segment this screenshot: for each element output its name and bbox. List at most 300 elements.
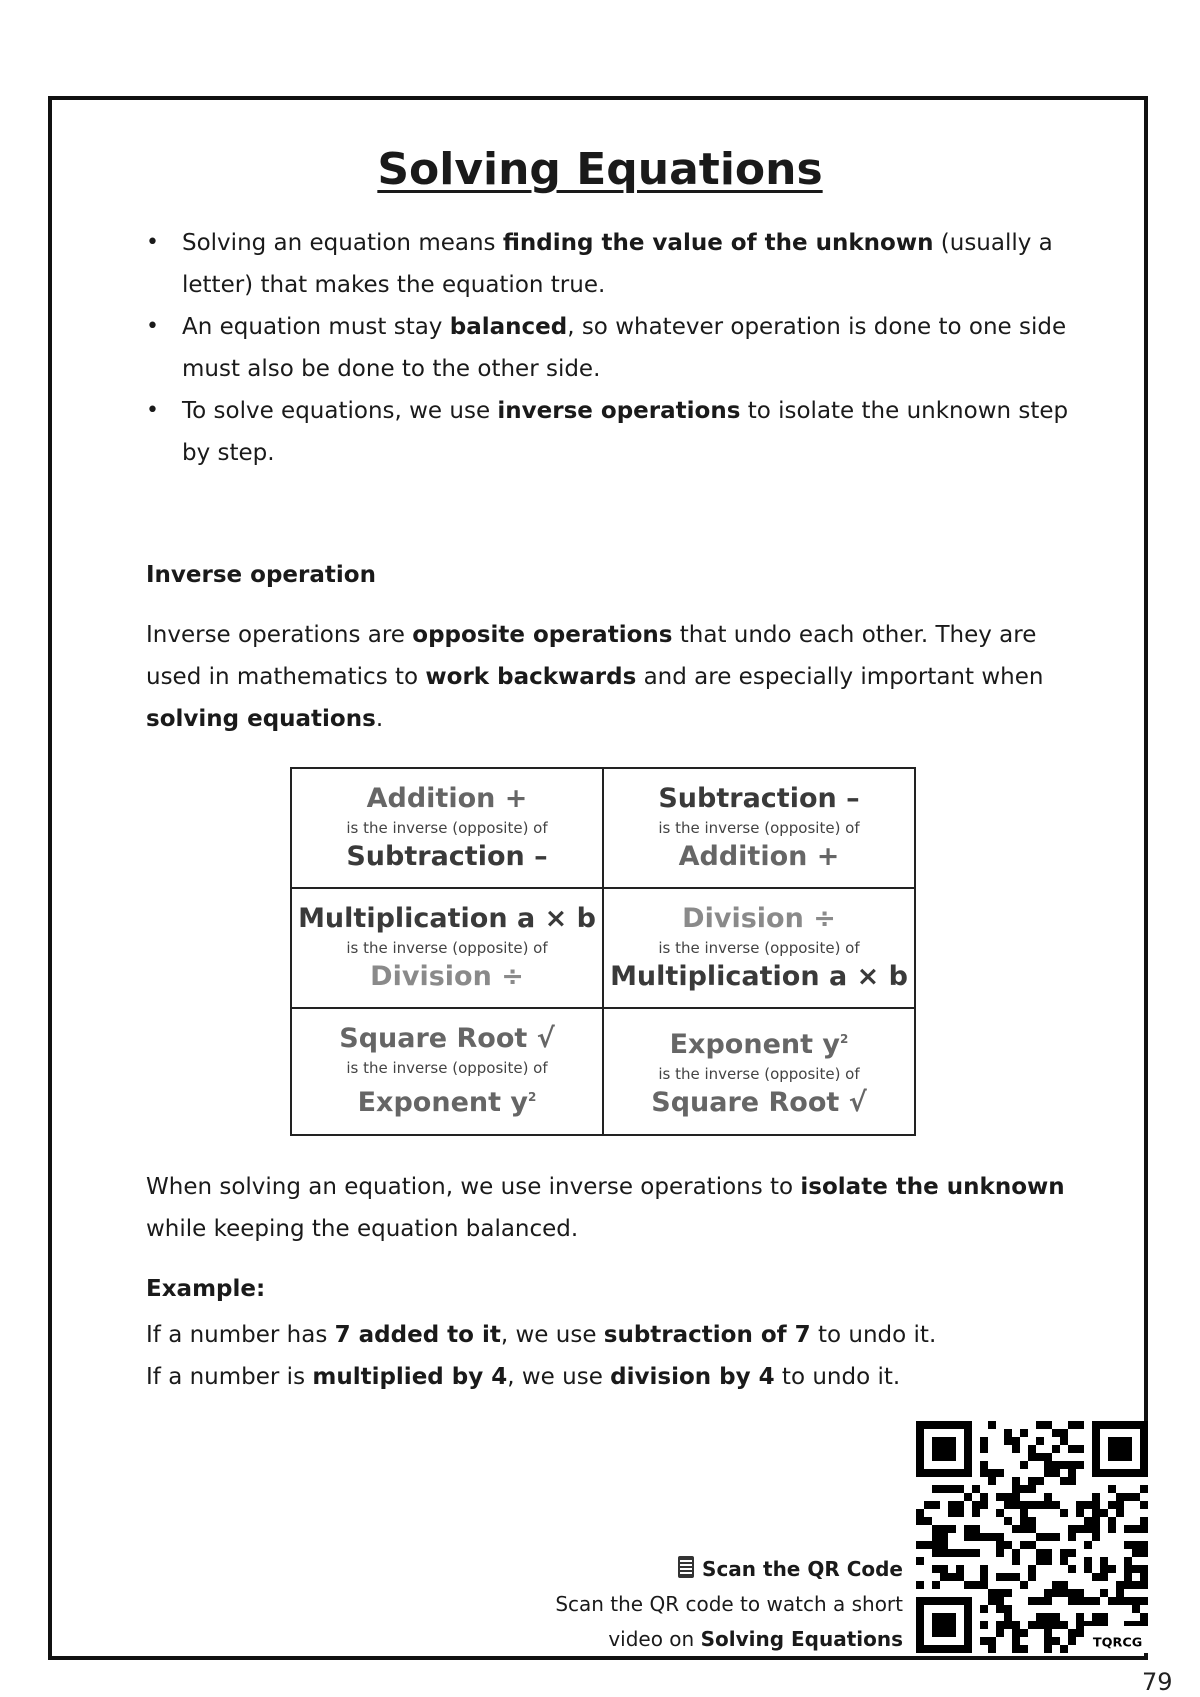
qr-module xyxy=(956,1485,964,1493)
qr-module xyxy=(1092,1525,1100,1533)
qr-module xyxy=(1052,1429,1060,1437)
qr-module xyxy=(916,1517,924,1525)
qr-module xyxy=(996,1621,1004,1629)
qr-module xyxy=(1004,1573,1012,1581)
inverse-label: is the inverse (opposite) of xyxy=(346,938,548,957)
qr-module xyxy=(1004,1541,1012,1549)
qr-module xyxy=(1044,1453,1052,1461)
qr-module xyxy=(1044,1645,1052,1653)
qr-module xyxy=(1004,1501,1012,1509)
qr-module xyxy=(1020,1509,1028,1517)
qr-module xyxy=(916,1541,924,1549)
qr-module xyxy=(1012,1445,1020,1453)
qr-module xyxy=(1044,1421,1052,1429)
qr-module xyxy=(924,1541,932,1549)
qr-module xyxy=(1020,1541,1028,1549)
qr-module xyxy=(1068,1469,1076,1477)
qr-module xyxy=(1036,1597,1044,1605)
qr-module xyxy=(1060,1429,1068,1437)
qr-module xyxy=(1036,1621,1044,1629)
qr-module xyxy=(1036,1557,1044,1565)
qr-module xyxy=(1052,1533,1060,1541)
qr-module xyxy=(980,1581,988,1589)
qr-module xyxy=(1020,1429,1028,1437)
qr-title: Scan the QR Code xyxy=(555,1552,903,1587)
qr-module xyxy=(980,1445,988,1453)
qr-module xyxy=(996,1597,1004,1605)
qr-module xyxy=(1052,1613,1060,1621)
page-title: Solving Equations xyxy=(377,144,823,195)
qr-module xyxy=(972,1549,980,1557)
operation-name: Addition + xyxy=(366,782,528,814)
qr-module xyxy=(1060,1557,1068,1565)
qr-module xyxy=(932,1485,940,1493)
qr-module xyxy=(980,1637,988,1645)
qr-module xyxy=(1076,1525,1084,1533)
qr-module xyxy=(1100,1509,1108,1517)
qr-module xyxy=(948,1525,956,1533)
qr-module xyxy=(1092,1533,1100,1541)
qr-module xyxy=(940,1565,948,1573)
qr-module xyxy=(996,1605,1004,1613)
qr-module xyxy=(1012,1549,1020,1557)
qr-module xyxy=(1076,1597,1084,1605)
qr-module xyxy=(1052,1501,1060,1509)
qr-module xyxy=(1124,1573,1132,1581)
qr-module xyxy=(1140,1549,1148,1557)
qr-module xyxy=(940,1525,948,1533)
qr-module xyxy=(948,1485,956,1493)
qr-module xyxy=(1044,1637,1052,1645)
qr-module xyxy=(1052,1581,1060,1589)
qr-module xyxy=(1028,1597,1036,1605)
qr-text: Scan the QR code to watch a short xyxy=(555,1592,903,1616)
qr-module xyxy=(1124,1493,1132,1501)
qr-module xyxy=(996,1493,1004,1501)
qr-module xyxy=(1084,1557,1092,1565)
qr-module xyxy=(1124,1597,1132,1605)
qr-module xyxy=(1116,1597,1124,1605)
qr-module xyxy=(1092,1493,1100,1501)
qr-module xyxy=(1100,1565,1108,1573)
qr-module xyxy=(1140,1581,1148,1589)
operation-name: Exponent $y^2$ xyxy=(357,1087,537,1119)
qr-module xyxy=(1028,1573,1036,1581)
qr-module xyxy=(1068,1549,1076,1557)
qr-module xyxy=(1028,1621,1036,1629)
qr-module xyxy=(1044,1589,1052,1597)
qr-module xyxy=(956,1509,964,1517)
qr-module xyxy=(996,1629,1004,1637)
qr-module xyxy=(964,1493,972,1501)
qr-module xyxy=(972,1533,980,1541)
operation-name: Square Root √ xyxy=(651,1087,867,1119)
qr-module xyxy=(1132,1605,1140,1613)
qr-module xyxy=(1108,1565,1116,1573)
qr-module xyxy=(996,1509,1004,1517)
qr-module xyxy=(1036,1477,1044,1485)
qr-module xyxy=(1028,1445,1036,1453)
qr-module xyxy=(1028,1525,1036,1533)
qr-module xyxy=(956,1549,964,1557)
operation-name: Division ÷ xyxy=(682,902,836,934)
bullet-item: • Solving an equation means finding the value of the unknown (usually a letter) that makes the equation true. xyxy=(146,222,1076,306)
qr-module xyxy=(1116,1493,1124,1501)
qr-module xyxy=(980,1573,988,1581)
qr-module xyxy=(1084,1541,1092,1549)
inverse-label: is the inverse (opposite) of xyxy=(346,1059,548,1078)
table-cell xyxy=(291,1008,603,1135)
qr-module xyxy=(1004,1605,1012,1613)
bullet-item: • An equation must stay balanced, so whatever operation is done to one side must also be done to the other side. xyxy=(146,306,1076,390)
qr-module xyxy=(1036,1437,1044,1445)
example-line: If a number is multiplied by 4, we use division by 4 to undo it. xyxy=(146,1364,901,1390)
qr-module xyxy=(1116,1581,1124,1589)
qr-module xyxy=(1092,1517,1100,1525)
qr-module xyxy=(948,1573,956,1581)
qr-module xyxy=(1132,1549,1140,1557)
qr-module xyxy=(964,1581,972,1589)
qr-module xyxy=(1092,1597,1100,1605)
qr-module xyxy=(1044,1597,1052,1605)
qr-module xyxy=(1004,1517,1012,1525)
qr-module xyxy=(1132,1493,1140,1501)
qr-module xyxy=(1020,1461,1028,1469)
inverse-operation-heading: Inverse operation xyxy=(146,562,376,588)
qr-module xyxy=(940,1533,948,1541)
qr-module xyxy=(1132,1525,1140,1533)
qr-module xyxy=(1140,1517,1148,1525)
qr-module xyxy=(932,1565,940,1573)
qr-module xyxy=(1044,1493,1052,1501)
qr-module xyxy=(1044,1501,1052,1509)
qr-module xyxy=(988,1421,996,1429)
qr-module xyxy=(932,1533,940,1541)
qr-module xyxy=(1020,1517,1028,1525)
qr-module xyxy=(916,1509,924,1517)
inverse-label: is the inverse (opposite) of xyxy=(346,818,548,837)
qr-module xyxy=(1116,1589,1124,1597)
qr-module xyxy=(1052,1637,1060,1645)
qr-module xyxy=(1028,1453,1036,1461)
qr-module xyxy=(1020,1501,1028,1509)
qr-module xyxy=(972,1501,980,1509)
qr-module xyxy=(1044,1613,1052,1621)
qr-module xyxy=(996,1589,1004,1597)
qr-module xyxy=(1012,1501,1020,1509)
qr-module xyxy=(1036,1533,1044,1541)
qr-module xyxy=(1044,1533,1052,1541)
qr-module xyxy=(1068,1477,1076,1485)
isolate-paragraph: When solving an equation, we use inverse operations to isolate the unknown while keeping the equation balanced. xyxy=(146,1174,1065,1242)
inverse-label: is the inverse (opposite) of xyxy=(658,938,860,957)
qr-module xyxy=(1020,1645,1028,1653)
operation-name: Addition + xyxy=(678,840,840,872)
qr-module xyxy=(1116,1501,1124,1509)
qr-module xyxy=(1036,1453,1044,1461)
qr-module xyxy=(1060,1461,1068,1469)
qr-module xyxy=(1124,1565,1132,1573)
qr-module xyxy=(1044,1629,1052,1637)
qr-module xyxy=(1100,1613,1108,1621)
qr-module xyxy=(988,1533,996,1541)
qr-module xyxy=(1084,1597,1092,1605)
qr-module xyxy=(1060,1549,1068,1557)
qr-module xyxy=(1092,1613,1100,1621)
inverse-label: is the inverse (opposite) of xyxy=(658,1065,860,1084)
qr-module xyxy=(1084,1525,1092,1533)
table-cell xyxy=(603,888,915,1008)
qr-module xyxy=(996,1549,1004,1557)
qr-module xyxy=(1060,1621,1068,1629)
qr-module xyxy=(1012,1621,1020,1629)
qr-module xyxy=(916,1581,924,1589)
qr-module xyxy=(1036,1421,1044,1429)
qr-module xyxy=(988,1589,996,1597)
qr-module xyxy=(1012,1573,1020,1581)
qr-module xyxy=(1124,1525,1132,1533)
qr-module xyxy=(996,1573,1004,1581)
page-number: 79 xyxy=(1142,1668,1173,1696)
qr-module xyxy=(1060,1509,1068,1517)
qr-module xyxy=(1044,1549,1052,1557)
qr-module xyxy=(916,1557,924,1565)
qr-module xyxy=(1068,1629,1076,1637)
qr-module xyxy=(940,1549,948,1557)
qr-module xyxy=(972,1525,980,1533)
qr-module xyxy=(1084,1501,1092,1509)
qr-module xyxy=(1140,1565,1148,1573)
qr-module xyxy=(1092,1501,1100,1509)
qr-module xyxy=(1124,1541,1132,1549)
qr-module xyxy=(948,1509,956,1517)
qr-module xyxy=(1036,1613,1044,1621)
operation-name: Square Root √ xyxy=(339,1023,555,1055)
phone-icon xyxy=(678,1556,694,1578)
qr-module xyxy=(932,1501,940,1509)
qr-module xyxy=(1012,1645,1020,1653)
qr-module xyxy=(1044,1557,1052,1565)
qr-module xyxy=(1052,1589,1060,1597)
qr-module xyxy=(988,1477,996,1485)
qr-module xyxy=(1108,1597,1116,1605)
qr-module xyxy=(1060,1581,1068,1589)
qr-module xyxy=(1060,1477,1068,1485)
qr-module xyxy=(948,1549,956,1557)
qr-module xyxy=(1020,1525,1028,1533)
qr-module xyxy=(964,1533,972,1541)
qr-module xyxy=(1100,1557,1108,1565)
qr-caption xyxy=(555,1552,903,1657)
qr-module xyxy=(1012,1437,1020,1445)
qr-module xyxy=(980,1605,988,1613)
qr-module xyxy=(988,1469,996,1477)
qr-module xyxy=(1004,1437,1012,1445)
qr-module xyxy=(1116,1509,1124,1517)
qr-module xyxy=(1132,1541,1140,1549)
qr-module xyxy=(1140,1573,1148,1581)
qr-module xyxy=(1108,1525,1116,1533)
qr-module xyxy=(1036,1549,1044,1557)
qr-module xyxy=(1012,1525,1020,1533)
qr-module xyxy=(1068,1589,1076,1597)
qr-module xyxy=(956,1501,964,1509)
qr-module xyxy=(940,1573,948,1581)
qr-module xyxy=(1028,1477,1036,1485)
exponent-superscript: 2 xyxy=(840,1032,849,1047)
qr-module xyxy=(1140,1501,1148,1509)
qr-module xyxy=(940,1485,948,1493)
qr-module xyxy=(1076,1509,1084,1517)
table-cell xyxy=(291,888,603,1008)
qr-module xyxy=(956,1565,964,1573)
qr-module xyxy=(1076,1461,1084,1469)
operation-name: Multiplication a × b xyxy=(298,902,596,934)
qr-module xyxy=(972,1509,980,1517)
qr-module xyxy=(1004,1621,1012,1629)
qr-module xyxy=(996,1469,1004,1477)
qr-module xyxy=(1076,1621,1084,1629)
qr-module xyxy=(1092,1509,1100,1517)
qr-module xyxy=(1012,1493,1020,1501)
qr-module xyxy=(1140,1597,1148,1605)
qr-module xyxy=(1044,1621,1052,1629)
qr-brand-label: TQRCG xyxy=(1092,1635,1143,1651)
qr-module xyxy=(1124,1557,1132,1565)
qr-module xyxy=(972,1485,980,1493)
qr-module xyxy=(988,1637,996,1645)
qr-module xyxy=(1044,1461,1052,1469)
qr-module xyxy=(1052,1461,1060,1469)
qr-module xyxy=(1028,1541,1036,1549)
qr-module xyxy=(1004,1613,1012,1621)
qr-module xyxy=(940,1541,948,1549)
qr-module xyxy=(1108,1517,1116,1525)
qr-text: video on Solving Equations xyxy=(608,1627,903,1651)
qr-module xyxy=(932,1541,940,1549)
qr-module xyxy=(980,1437,988,1445)
qr-module xyxy=(1028,1517,1036,1525)
qr-module xyxy=(1068,1533,1076,1541)
qr-module xyxy=(1068,1461,1076,1469)
qr-module xyxy=(1020,1629,1028,1637)
qr-module xyxy=(1108,1501,1116,1509)
qr-module xyxy=(956,1573,964,1581)
qr-module xyxy=(980,1565,988,1573)
qr-module xyxy=(1076,1629,1084,1637)
qr-module xyxy=(1068,1445,1076,1453)
qr-module xyxy=(1092,1573,1100,1581)
qr-module xyxy=(932,1581,940,1589)
qr-module xyxy=(1020,1581,1028,1589)
qr-module xyxy=(1076,1589,1084,1597)
qr-module xyxy=(1068,1565,1076,1573)
operation-name: Subtraction – xyxy=(346,840,548,872)
qr-module xyxy=(1028,1485,1036,1493)
qr-module xyxy=(1012,1557,1020,1565)
qr-module xyxy=(1060,1645,1068,1653)
bullet-item: • To solve equations, we use inverse operations to isolate the unknown step by step. xyxy=(146,390,1076,474)
qr-module xyxy=(1012,1485,1020,1493)
operation-name: Multiplication a × b xyxy=(610,960,908,992)
table-cell xyxy=(291,768,603,888)
qr-module xyxy=(932,1525,940,1533)
qr-module xyxy=(1004,1589,1012,1597)
qr-module xyxy=(988,1645,996,1653)
qr-module xyxy=(980,1493,988,1501)
qr-module xyxy=(1052,1621,1060,1629)
qr-module xyxy=(1028,1501,1036,1509)
qr-module xyxy=(1124,1581,1132,1589)
qr-module xyxy=(972,1581,980,1589)
qr-module xyxy=(1068,1597,1076,1605)
inverse-operation-paragraph: Inverse operations are opposite operations that undo each other. They are used in mathematics to work backwards and are especially important when solving equations. xyxy=(146,622,1044,732)
inverse-operations-table xyxy=(290,767,916,1136)
qr-module xyxy=(1004,1429,1012,1437)
inverse-label: is the inverse (opposite) of xyxy=(658,818,860,837)
operation-name: Subtraction – xyxy=(658,782,860,814)
qr-module xyxy=(980,1461,988,1469)
qr-module xyxy=(1108,1485,1116,1493)
qr-module xyxy=(1100,1573,1108,1581)
qr-module xyxy=(1052,1445,1060,1453)
qr-module xyxy=(1012,1637,1020,1645)
qr-module xyxy=(980,1533,988,1541)
example-heading: Example: xyxy=(146,1276,266,1302)
qr-module xyxy=(1076,1421,1084,1429)
qr-module xyxy=(1068,1637,1076,1645)
qr-module xyxy=(1132,1565,1140,1573)
qr-module xyxy=(1036,1501,1044,1509)
table-cell xyxy=(603,1008,915,1135)
qr-module xyxy=(996,1533,1004,1541)
qr-module xyxy=(1076,1501,1084,1509)
qr-module xyxy=(1044,1469,1052,1477)
qr-module xyxy=(1068,1525,1076,1533)
qr-module xyxy=(1060,1589,1068,1597)
qr-module xyxy=(1028,1565,1036,1573)
qr-module xyxy=(924,1517,932,1525)
qr-module xyxy=(1076,1445,1084,1453)
exponent-superscript: 2 xyxy=(528,1090,537,1105)
qr-module xyxy=(1076,1613,1084,1621)
intro-bullet-list xyxy=(146,222,1076,474)
qr-module xyxy=(1140,1541,1148,1549)
qr-module xyxy=(980,1469,988,1477)
qr-module xyxy=(1084,1517,1092,1525)
qr-module xyxy=(1012,1629,1020,1637)
qr-module xyxy=(980,1501,988,1509)
qr-code-image[interactable] xyxy=(916,1418,1148,1656)
qr-module xyxy=(1140,1613,1148,1621)
qr-module xyxy=(1068,1421,1076,1429)
qr-module xyxy=(1100,1589,1108,1597)
qr-module xyxy=(1052,1469,1060,1477)
qr-module xyxy=(924,1501,932,1509)
qr-module xyxy=(988,1597,996,1605)
qr-module xyxy=(1020,1485,1028,1493)
qr-module xyxy=(1084,1565,1092,1573)
qr-module xyxy=(1140,1485,1148,1493)
example-line: If a number has 7 added to it, we use subtraction of 7 to undo it. xyxy=(146,1322,937,1348)
qr-module xyxy=(964,1549,972,1557)
qr-module xyxy=(964,1525,972,1533)
operation-name: Division ÷ xyxy=(370,960,524,992)
qr-module xyxy=(1132,1597,1140,1605)
qr-module xyxy=(1012,1477,1020,1485)
qr-module xyxy=(1004,1493,1012,1501)
qr-module xyxy=(932,1549,940,1557)
